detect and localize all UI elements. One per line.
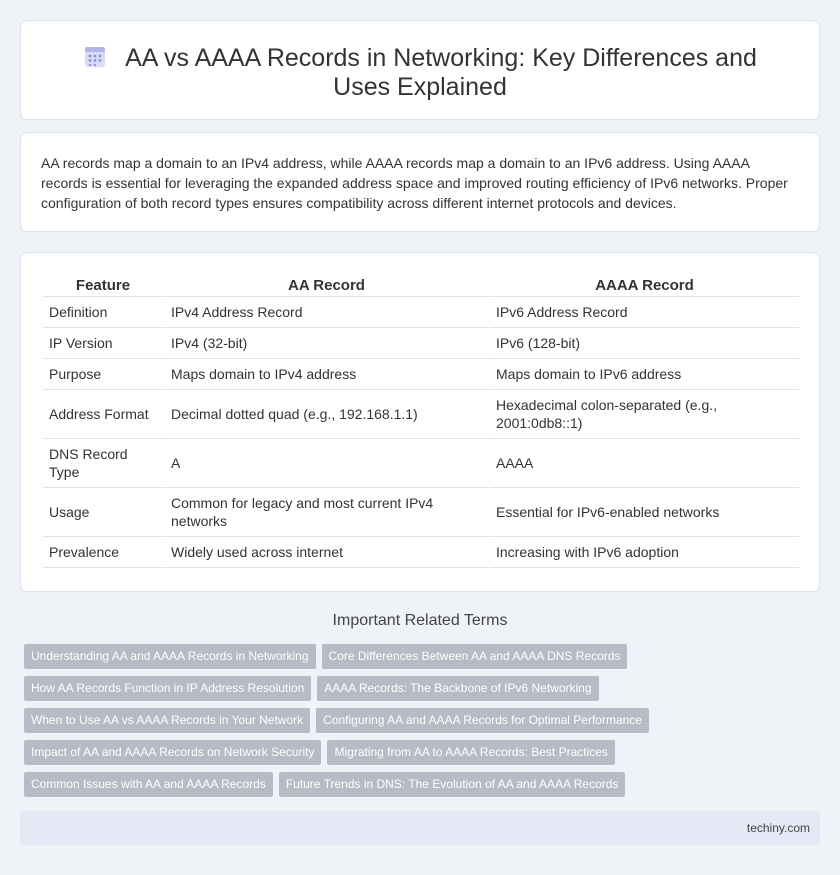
row-aa-cell: A bbox=[163, 439, 488, 488]
row-feature-cell: Address Format bbox=[43, 390, 163, 439]
related-term-tag[interactable]: Impact of AA and AAAA Records on Network Security bbox=[24, 740, 321, 765]
row-aaaa-cell: Increasing with IPv6 adoption bbox=[488, 537, 799, 568]
table-row bbox=[43, 439, 799, 488]
header-feature: Feature bbox=[43, 273, 163, 297]
intro-card bbox=[20, 132, 820, 232]
table-row bbox=[43, 390, 799, 439]
row-aa-cell: Common for legacy and most current IPv4 networks bbox=[163, 488, 488, 537]
row-aaaa-cell: IPv6 Address Record bbox=[488, 297, 799, 328]
row-aaaa-cell: AAAA bbox=[488, 439, 799, 488]
row-aaaa-cell: IPv6 (128-bit) bbox=[488, 328, 799, 359]
row-aaaa-cell: Essential for IPv6-enabled networks bbox=[488, 488, 799, 537]
row-aaaa-cell: Hexadecimal colon-separated (e.g., 2001:0db8::1) bbox=[488, 390, 799, 439]
footer-bar bbox=[20, 811, 820, 845]
tag-row bbox=[24, 772, 824, 804]
related-terms-title: Important Related Terms bbox=[332, 612, 508, 629]
row-feature-cell: Purpose bbox=[43, 359, 163, 390]
row-aa-cell: Decimal dotted quad (e.g., 192.168.1.1) bbox=[163, 390, 488, 439]
related-terms-tags bbox=[24, 644, 824, 804]
related-term-tag[interactable]: How AA Records Function in IP Address Resolution bbox=[24, 676, 311, 701]
intro-paragraph: AA records map a domain to an IPv4 address, while AAAA records map a domain to an IPv6 address. Using AAAA records is essential for leveraging the expanded address space and improved routing efficiency of IPv6 networks. Proper configuration of both record types ensures compatibility across different internet protocols and devices. bbox=[41, 155, 788, 211]
related-term-tag[interactable]: When to Use AA vs AAAA Records in Your Network bbox=[24, 708, 310, 733]
related-term-tag[interactable]: Common Issues with AA and AAAA Records bbox=[24, 772, 273, 797]
table-row bbox=[43, 328, 799, 359]
title-wrap bbox=[61, 44, 779, 102]
related-term-tag[interactable]: Migrating from AA to AAAA Records: Best Practices bbox=[327, 740, 614, 765]
table-row bbox=[43, 297, 799, 328]
related-term-tag[interactable]: Future Trends in DNS: The Evolution of AA and AAAA Records bbox=[279, 772, 626, 797]
tag-row bbox=[24, 740, 824, 772]
row-feature-cell: DNS Record Type bbox=[43, 439, 163, 488]
grid-document-icon bbox=[83, 45, 107, 69]
tag-row bbox=[24, 644, 824, 676]
table-row bbox=[43, 359, 799, 390]
row-aa-cell: IPv4 Address Record bbox=[163, 297, 488, 328]
header-aaaa-record: AAAA Record bbox=[488, 273, 799, 297]
table-row bbox=[43, 537, 799, 568]
related-term-tag[interactable]: Configuring AA and AAAA Records for Optimal Performance bbox=[316, 708, 649, 733]
related-term-tag[interactable]: AAAA Records: The Backbone of IPv6 Networking bbox=[317, 676, 598, 701]
row-feature-cell: Usage bbox=[43, 488, 163, 537]
comparison-card bbox=[20, 252, 820, 592]
table-header-row bbox=[43, 273, 799, 297]
tag-row bbox=[24, 708, 824, 740]
row-aa-cell: Widely used across internet bbox=[163, 537, 488, 568]
table-row bbox=[43, 488, 799, 537]
related-term-tag[interactable]: Understanding AA and AAAA Records in Networking bbox=[24, 644, 316, 669]
tag-row bbox=[24, 676, 824, 708]
row-feature-cell: Definition bbox=[43, 297, 163, 328]
row-aa-cell: IPv4 (32-bit) bbox=[163, 328, 488, 359]
row-feature-cell: IP Version bbox=[43, 328, 163, 359]
row-feature-cell: Prevalence bbox=[43, 537, 163, 568]
comparison-table bbox=[43, 273, 799, 568]
page-title: AA vs AAAA Records in Networking: Key Differences and Uses Explained bbox=[125, 44, 757, 101]
row-aa-cell: Maps domain to IPv4 address bbox=[163, 359, 488, 390]
header-card bbox=[20, 20, 820, 120]
footer-site-name[interactable]: techiny.com bbox=[746, 821, 810, 835]
related-term-tag[interactable]: Core Differences Between AA and AAAA DNS Records bbox=[322, 644, 628, 669]
row-aaaa-cell: Maps domain to IPv6 address bbox=[488, 359, 799, 390]
header-aa-record: AA Record bbox=[163, 273, 488, 297]
